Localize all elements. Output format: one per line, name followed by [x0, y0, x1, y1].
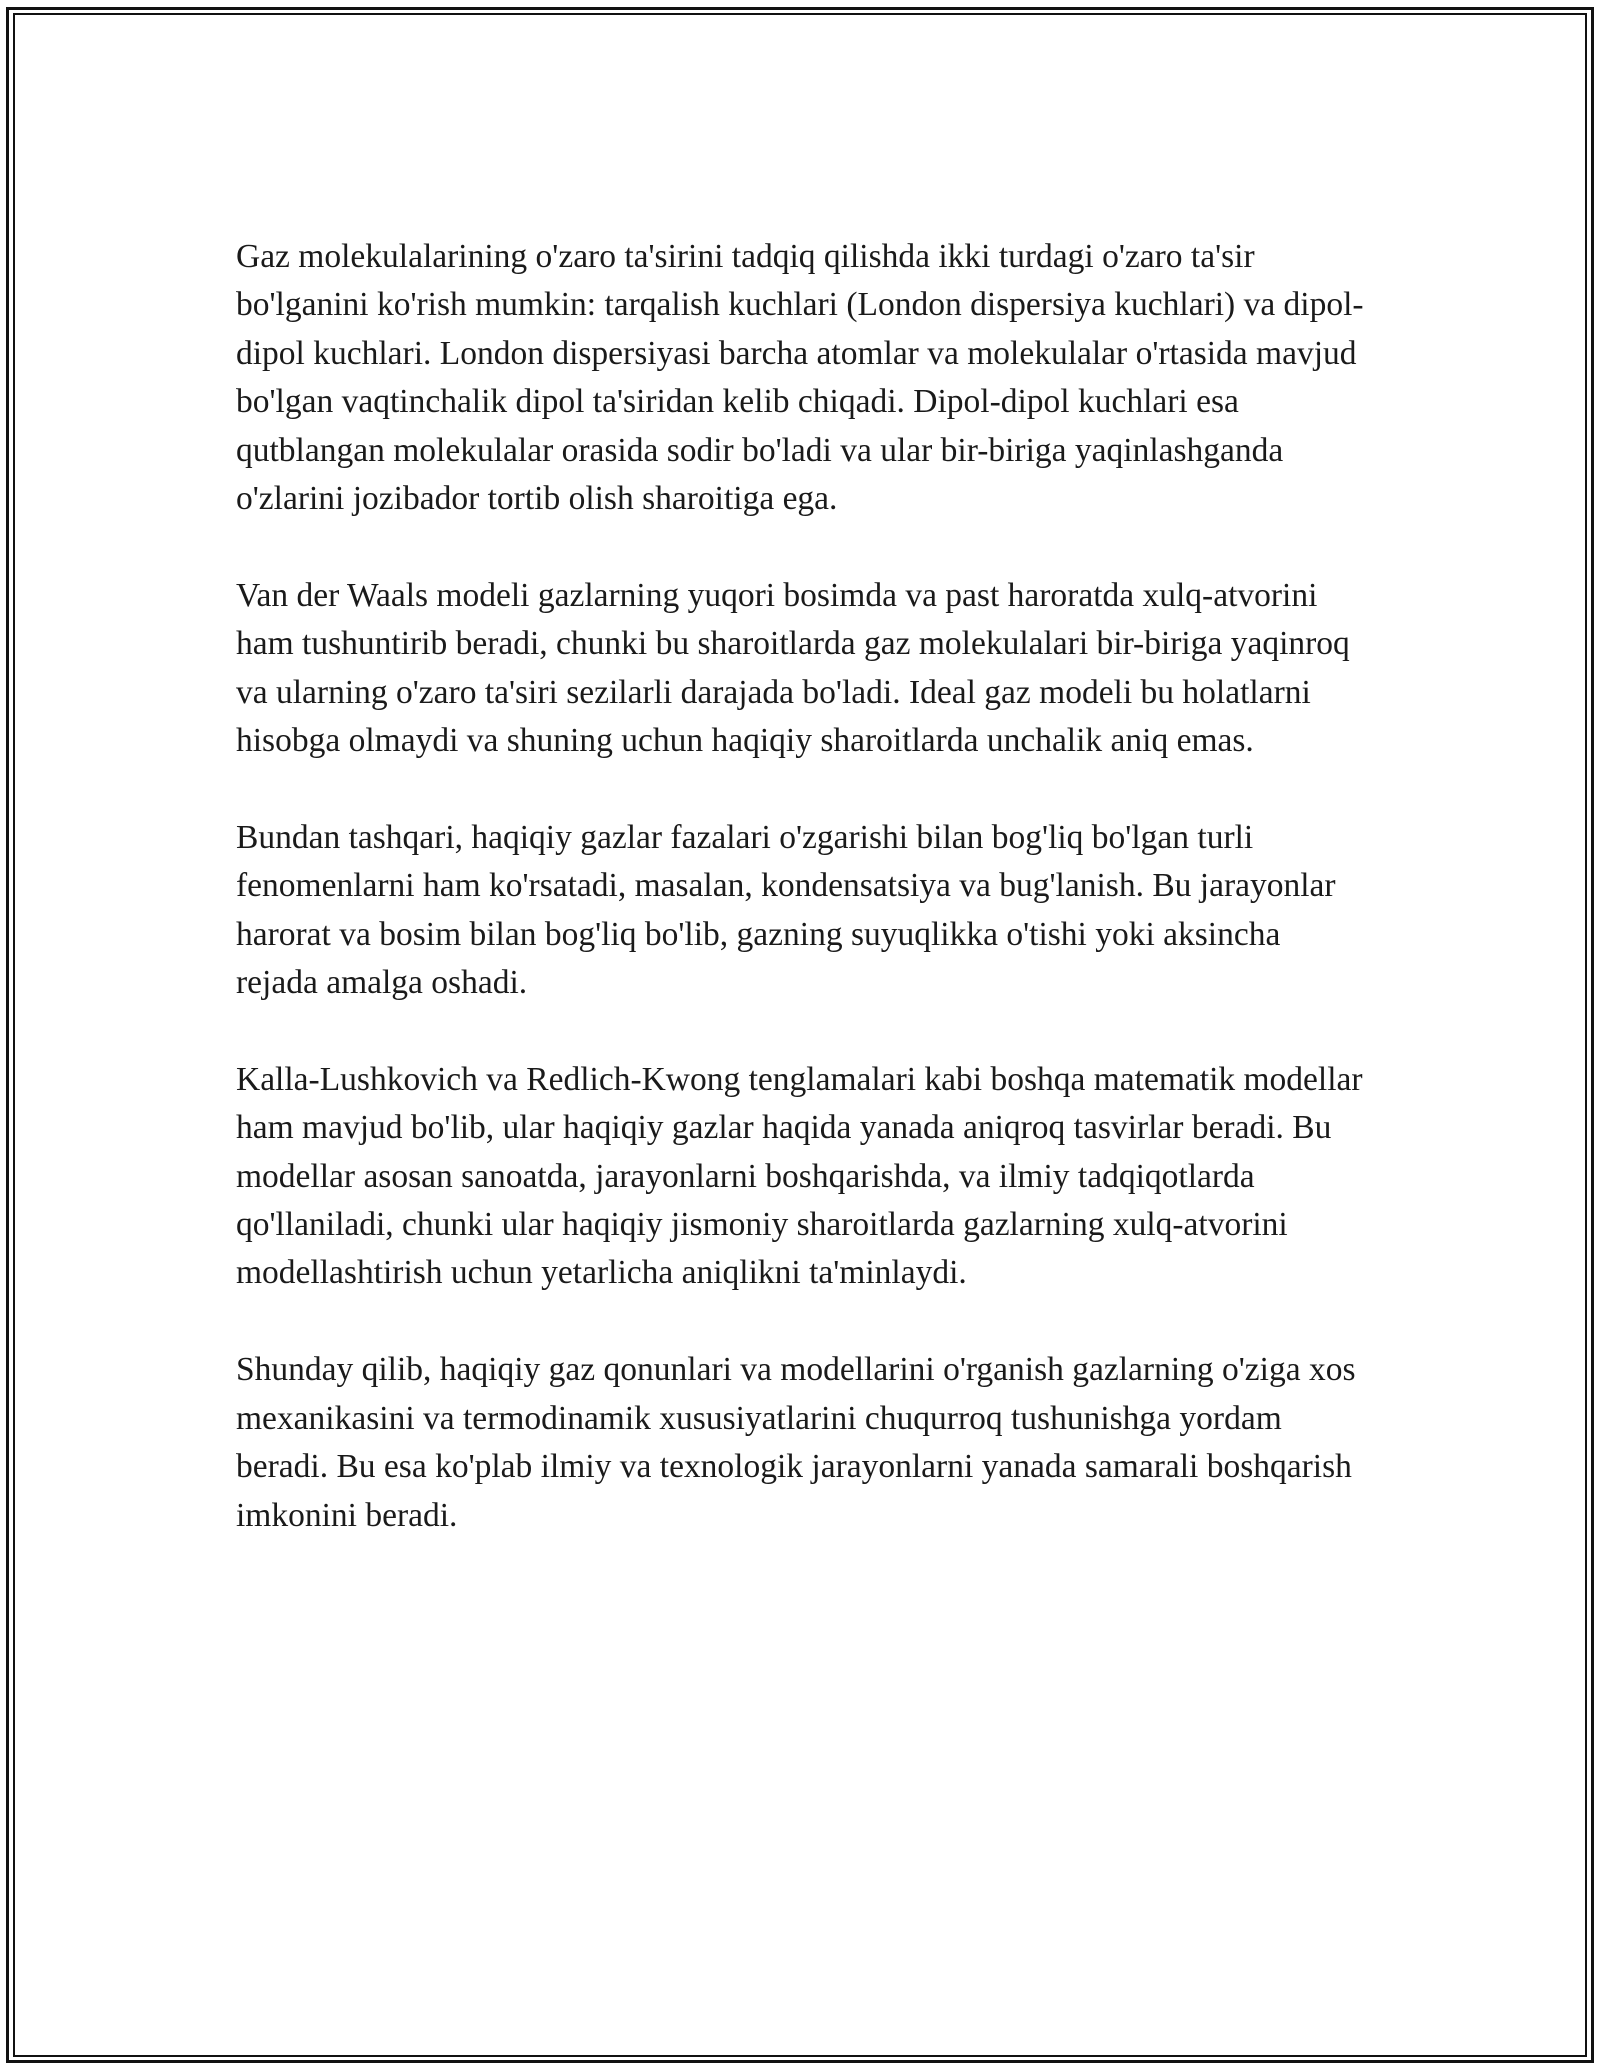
paragraph: Bundan tashqari, haqiqiy gazlar fazalari o'zgarishi bilan bog'liq bo'lgan turli fenomenlarni ham ko'rsatadi, masalan, kondensatsiya va bug'lanish. Bu jarayonlar harorat va bosim bilan bog'liq bo'lib, gazning suyuqlikka o'tishi yoki aksincha rejada amalga oshadi.: [236, 818, 1336, 1002]
document-body: [236, 233, 1366, 1540]
paragraph: Kalla-Lushkovich va Redlich-Kwong tenglamalari kabi boshqa matematik modellar ham mavjud bo'lib, ular haqiqiy gazlar haqida yanada aniqroq tasvirlar beradi. Bu modellar asosan sanoatda, jarayonlarni boshqarishda, va ilmiy tadqiqotlarda qo'llaniladi, chunki ular haqiqiy jismoniy sharoitlarda gazlarning xulq-atvorini modellashtirish uchun yetarlicha aniqlikni ta'minlaydi.: [236, 1060, 1363, 1292]
paragraph: Van der Waals modeli gazlarning yuqori bosimda va past haroratda xulq-atvorini ham tushuntirib beradi, chunki bu sharoitlarda gaz molekulalari bir-biriga yaqinroq va ularning o'zaro ta'siri sezilarli darajada bo'ladi. Ideal gaz modeli bu holatlarni hisobga olmaydi va shuning uchun haqiqiy sharoitlarda unchalik aniq emas.: [236, 576, 1350, 760]
paragraph: Gaz molekulalarining o'zaro ta'sirini tadqiq qilishda ikki turdagi o'zaro ta'sir bo'lganini ko'rish mumkin: tarqalish kuchlari (London dispersiya kuchlari) va dipol-dipol kuchlari. London dispersiyasi barcha atomlar va molekulalar o'rtasida mavjud bo'lgan vaqtinchalik dipol ta'siridan kelib chiqadi. Dipol-dipol kuchlari esa qutblangan molekulalar orasida sodir bo'ladi va ular bir-biriga yaqinlashganda o'zlarini jozibador tortib olish sharoitiga ega.: [236, 238, 1364, 518]
paragraph: Shunday qilib, haqiqiy gaz qonunlari va modellarini o'rganish gazlarning o'ziga xos mexanikasini va termodinamik xususiyatlarini chuqurroq tushunishga yordam beradi. Bu esa ko'plab ilmiy va texnologik jarayonlarni yanada samarali boshqarish imkonini beradi.: [236, 1351, 1356, 1534]
